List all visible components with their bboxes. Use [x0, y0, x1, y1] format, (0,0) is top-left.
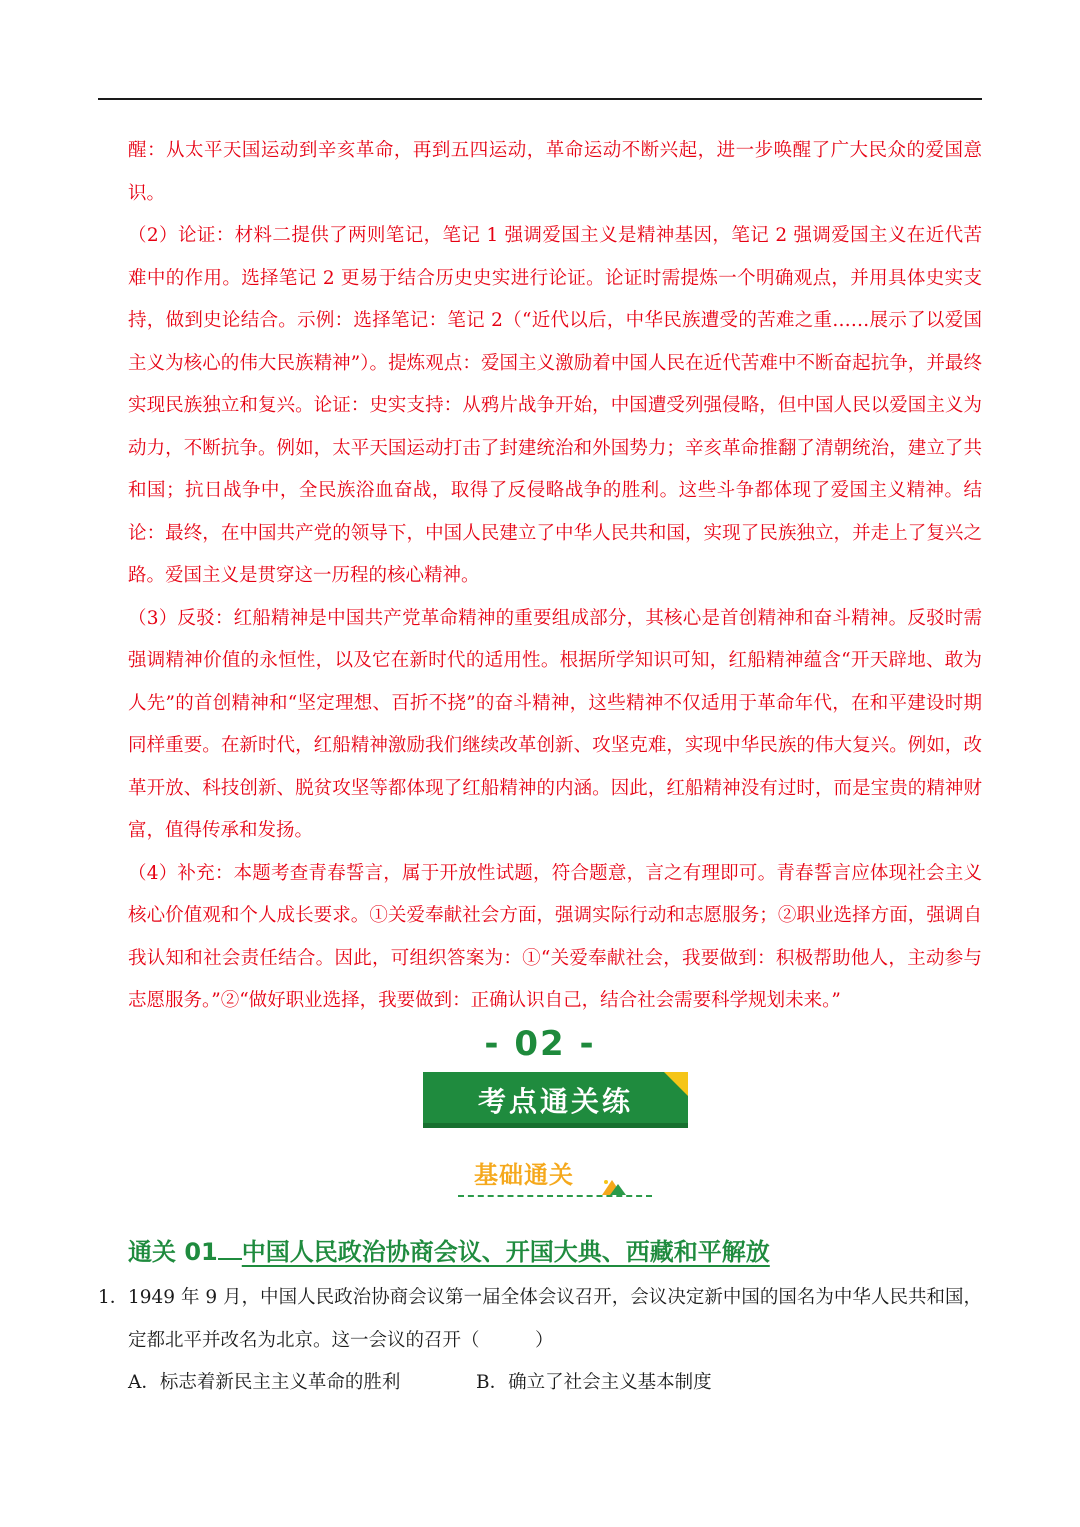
mountain-icon	[600, 1176, 628, 1196]
section-title-text: 中国人民政治协商会议、开国大典、西藏和平解放	[241, 1238, 770, 1266]
section-banner	[423, 1072, 688, 1128]
answer-block	[128, 130, 982, 1023]
answer-paragraph-2: （2）论证：材料二提供了两则笔记，笔记 1 强调爱国主义是精神基因，笔记 2 强调爱国主义在近代苦难中的作用。选择笔记 2 更易于结合历史史实进行论证。论证时需提炼一个明确观点，并用具体史实支持，做到史论结合。示例：选择笔记：笔记 2（“近代以后，中华民族遭受的苦难之重……展示了以爱国主义为核心的伟大民族精神”）。提炼观点：爱国主义激励着中国人民在近代苦难中不断奋起抗争，并最终实现民族独立和复兴。论证：史实支持：从鸦片战争开始，中国遭受列强侵略，但中国人民以爱国主义为动力，不断抗争。例如，太平天国运动打击了封建统治和外国势力；辛亥革命推翻了清朝统治，建立了共和国；抗日战争中，全民族浴血奋战，取得了反侵略战争的胜利。这些斗争都体现了爱国主义精神。结论：最终，在中国共产党的领导下，中国人民建立了中华人民共和国，实现了民族独立，并走上了复兴之路。爱国主义是贯穿这一历程的核心精神。	[128, 225, 982, 586]
section-heading	[128, 1232, 770, 1267]
question-1	[98, 1277, 982, 1362]
answer-paragraph-3: （3）反驳：红船精神是中国共产党革命精神的重要组成部分，其核心是首创精神和奋斗精神。反驳时需强调精神价值的永恒性，以及它在新时代的适用性。根据所学知识可知，红船精神蕴含“开天辟地、敢为人先”的首创精神和“坚定理想、百折不挠”的奋斗精神，这些精神不仅适用于革命年代，在和平建设时期同样重要。在新时代，红船精神激励我们继续改革创新、攻坚克难，实现中华民族的伟大复兴。例如，改革开放、科技创新、脱贫攻坚等都体现了红船精神的内涵。因此，红船精神没有过时，而是宝贵的精神财富，值得传承和发扬。	[128, 607, 982, 841]
header-rule	[98, 98, 982, 100]
banner-number: - 02 -	[484, 1024, 596, 1064]
section-prefix: 通关 01	[128, 1238, 218, 1266]
question-text: 1949 年 9 月，中国人民政治协商会议第一届全体会议召开，会议决定新中国的国名为中华人民共和国，定都北平并改名为北京。这一会议的召开（ ）	[128, 1287, 982, 1351]
banner-shadow	[423, 1123, 688, 1128]
question-options	[128, 1362, 712, 1405]
answer-paragraph-4: （4）补充：本题考查青春誓言，属于开放性试题，符合题意，言之有理即可。青春誓言应体现社会主义核心价值观和个人成长要求。①关爱奉献社会方面，强调实际行动和志愿服务；②职业选择方面，强调自我认知和社会责任结合。因此，可组织答案为：①“关爱奉献社会，我要做到：积极帮助他人，主动参与志愿服务。”②“做好职业选择，我要做到：正确认识自己，结合社会需要科学规划未来。”	[128, 862, 982, 1011]
question-number: 1．	[98, 1287, 129, 1308]
option-b[interactable]: B．确立了社会主义基本制度	[476, 1372, 712, 1393]
answer-paragraph-1: 醒：从太平天国运动到辛亥革命，再到五四运动，革命运动不断兴起，进一步唤醒了广大民众的爱国意识。	[128, 140, 982, 204]
banner-title: 考点通关练	[477, 1085, 633, 1118]
section-gap	[218, 1238, 242, 1260]
option-a[interactable]: A．标志着新民主主义革命的胜利	[128, 1372, 401, 1393]
subtitle-dashed-underline	[458, 1195, 652, 1197]
basic-subtitle: 基础通关	[474, 1161, 574, 1189]
